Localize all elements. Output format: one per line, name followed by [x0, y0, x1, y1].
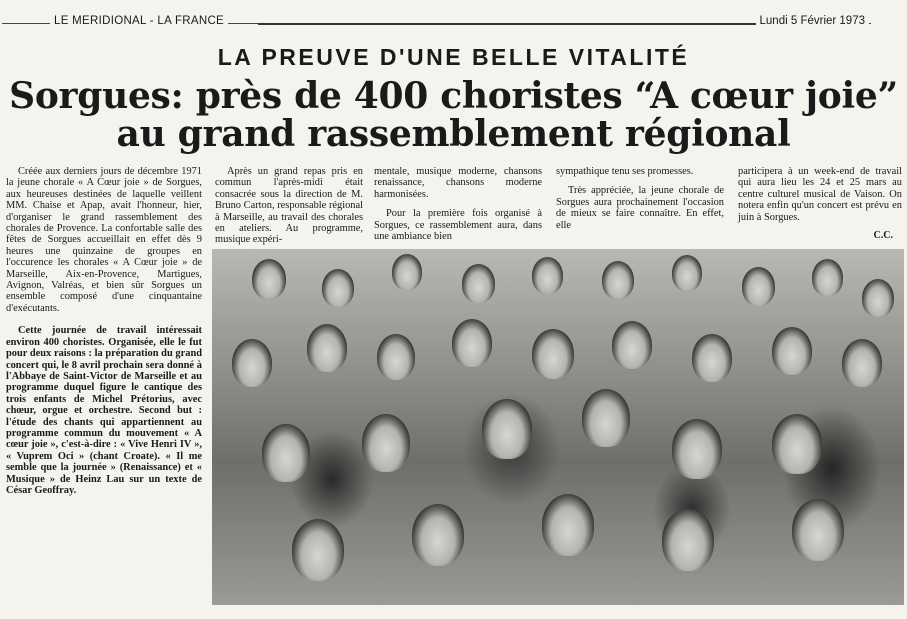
author-signature: C.C.	[873, 230, 893, 241]
choir-photo	[212, 249, 904, 605]
column-5	[738, 166, 902, 223]
column-5-paragraph: participera à un week-end de travail qui aura lieu les 24 et 25 mars au centre culturel musical de Vaison. On notera enfin qu'un concert est prévu en juin à Sorgues.	[738, 166, 902, 223]
headline-line-2: au grand rassemblement régional	[116, 113, 791, 155]
person-head	[672, 255, 702, 291]
column-3-paragraph-2: Pour la première fois organisé à Sorgues, ce rassemblement aura, dans une ambiance bien	[374, 208, 542, 243]
person-head	[292, 519, 344, 581]
person-head	[307, 324, 347, 372]
column-2-paragraph: Après un grand repas pris en commun l'après-midi était consacrée sous la direction de M. Bruno Carton, responsable régional à Marseille, au travail des chorales en ateliers. Au programme, musique expéri-	[215, 166, 363, 246]
column-4	[556, 166, 724, 231]
person-head	[462, 264, 495, 303]
person-head	[362, 414, 410, 472]
headline-line-1: Sorgues: près de 400 choristes “A cœur joie”	[9, 75, 898, 117]
person-head	[742, 267, 775, 306]
person-head	[232, 339, 272, 387]
column-4-paragraph-2: Très appréciée, la jeune chorale de Sorgues aura prochainement l'occasion de mieux se faire connaître. En effet, elle	[556, 185, 724, 231]
person-head	[482, 399, 532, 459]
person-head	[772, 327, 812, 375]
article-headline	[0, 77, 907, 153]
person-head	[452, 319, 492, 367]
person-head	[842, 339, 882, 387]
person-head	[252, 259, 286, 299]
masthead	[0, 14, 907, 30]
person-head	[692, 334, 732, 382]
person-head	[812, 259, 843, 296]
person-head	[392, 254, 422, 290]
person-head	[612, 321, 652, 369]
person-head	[532, 257, 563, 294]
column-3-paragraph-1: mentale, musique moderne, chansons renaissance, chansons moderne harmonisées.	[374, 166, 542, 200]
person-head	[262, 424, 310, 482]
person-head	[412, 504, 464, 566]
upper-columns	[0, 166, 907, 256]
person-head	[792, 499, 844, 561]
column-4-paragraph-1: sympathique tenu ses promesses.	[556, 166, 694, 177]
person-head	[322, 269, 354, 307]
newspaper-name: LE MERIDIONAL - LA FRANCE	[50, 15, 228, 27]
person-head	[672, 419, 722, 479]
article-kicker: LA PREUVE D'UNE BELLE VITALITÉ	[217, 44, 690, 70]
person-head	[662, 509, 714, 571]
person-head	[772, 414, 822, 474]
column-3	[374, 166, 542, 242]
person-head	[532, 329, 574, 379]
left-paragraph-1: Créée aux derniers jours de décembre 1971 la jeune chorale « A Cœur joie » de Sorgues, aux heureuses destinées de laquelle veillent MM. Chaise et Apap, avait l'honneur, hier, d'organiser le grand rassemblement des chorales de Provence. La confortable salle des fêtes de Sorgues accueillait en effet dès 9 heures une quinzaine de groupes en l'occurence les chorales « A Cœur joie » de Marseille, Aix-en-Provence, Martigues, Avignon, Valréas, et bien sûr Sorgues un ensemble composé d'une cinquantaine d'exécutants.	[6, 166, 202, 314]
person-head	[602, 261, 634, 299]
masthead-rule-thick	[258, 23, 777, 25]
person-head	[862, 279, 894, 317]
person-head	[377, 334, 415, 380]
column-2	[215, 166, 363, 246]
issue-date: Lundi 5 Février 1973	[756, 15, 869, 27]
left-paragraph-2: Cette journée de travail intéressait environ 400 choristes. Organisée, elle le fut pour deux raisons : la préparation du grand concert qui, le 8 avril prochain sera donné à l'Abbaye de Saint-Victor de Marseille et au programme duquel figure le cantique des trois enfants de Michel Prétorius, avec chœur, orgue et orchestre. Second but : l'étude des chants qui appartiennent au programme commun du mouvement « A cœur joie », c'est-à-dire : « Vive Henri IV », « Vuprem Oci » (chant Croate). « Il me semble que la journée » (Renaissance) et « Musique » de Heinz Lau sur un texte de César Geoffray.	[6, 325, 202, 496]
person-head	[542, 494, 594, 556]
person-head	[582, 389, 630, 447]
